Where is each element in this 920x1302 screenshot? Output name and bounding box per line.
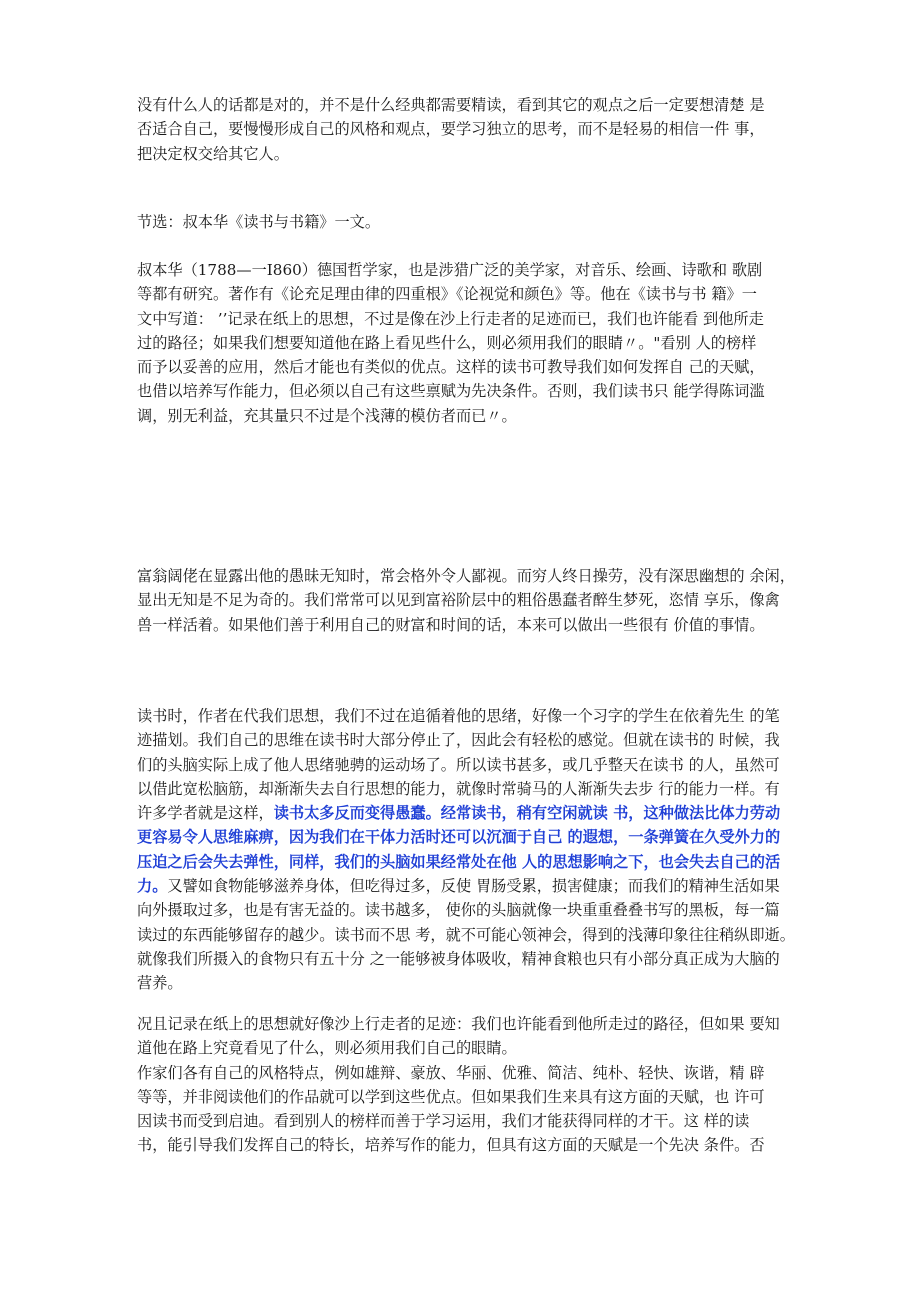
- text-line: 显出无知是不足为奇的。我们常常可以见到富裕阶层中的粗俗愚蠢者醉生梦死，恣情 享乐，像禽: [137, 591, 780, 610]
- text-line: 道他在路上究竟看见了什么，则必须用我们自己的眼睛。: [137, 1039, 517, 1058]
- text-line: 把决定权交给其它人。: [137, 144, 289, 163]
- text-line: 也借以培养写作能力，但必须以自己有这些禀赋为先决条件。否则，我们读书只 能学得陈词滥: [137, 382, 765, 401]
- plain-text: 又譬如食物能够滋养身体，但吃得过多，反使 胃肠受累，损害健康；而我们的精神生活如果: [167, 877, 780, 896]
- text-line: 而予以妥善的应用，然后才能也有类似的优点。这样的读书可教导我们如何发挥自 己的天赋，: [137, 358, 765, 377]
- text-line: 读过的东西能够留存的越少。读书而不思 考，就不可能心领神会，得到的浅薄印象往往稍纵即逝。: [137, 925, 795, 944]
- text-line: 作家们各有自己的风格特点，例如雄辩、豪放、华丽、优雅、简洁、纯朴、轻快、诙谐，精 辟: [137, 1063, 765, 1082]
- paragraph-reading: [137, 704, 797, 996]
- text-line: 向外摄取过多，也是有害无益的。读书越多， 使你的头脑就像一块重重叠叠书写的黑板，每一篇: [137, 901, 780, 920]
- highlighted-text: 力。: [137, 877, 168, 896]
- text-line: 迹描划。我们自己的思维在读书时大部分停止了，因此会有轻松的感觉。但就在读书的 时候，我: [137, 731, 780, 750]
- text-line: 叔本华（1788—一I860）德国哲学家，也是涉猎广泛的美学家，对音乐、绘画、诗歌和 歌剧: [137, 261, 763, 279]
- plain-text: 许多学者就是这样，: [137, 804, 274, 823]
- text-line: [137, 874, 797, 898]
- text-line: 况且记录在纸上的思想就好像沙上行走者的足迹：我们也许能看到他所走过的路径，但如果 要知: [137, 1015, 780, 1033]
- text-line: 因读书而受到启迪。看到别人的榜样而善于学习运用，我们才能获得同样的才干。这 样的读: [137, 1112, 750, 1131]
- text-line: [137, 801, 797, 825]
- text-line: 否适合自己，要慢慢形成自己的风格和观点，要学习独立的思考，而不是轻易的相信一件 事，: [137, 120, 765, 139]
- source-note: [137, 210, 797, 234]
- highlighted-text: 读书太多反而变得愚蠢。经常读书，稍有空闲就读 书，这种做法比体力劳动: [273, 804, 781, 823]
- text-line: 读书时，作者在代我们思想，我们不过在追循着他的思绪，好像一个习字的学生在依着先生 的笔: [137, 707, 780, 725]
- text-line: 文中写道： ’’记录在纸上的思想，不过是像在沙上行走者的足迹而已，我们也许能看 到他所走: [137, 309, 764, 328]
- text-line: 调，别无利益，充其量只不过是个浅薄的模仿者而已〃。: [137, 406, 517, 425]
- paragraph-biography: [137, 258, 797, 428]
- text-line: 富翁阔佬在显露出他的愚昧无知时，常会格外令人鄙视。而穷人终日操劳，没有深思幽想的 余闲，: [137, 567, 795, 585]
- highlighted-line: 更容易令人思维麻痹，因为我们在干体力活时还可以沉湎于自己 的遐想，一条弹簧在久受外力的: [137, 828, 781, 847]
- text-line: 没有什么人的话都是对的，并不是什么经典都需要精读，看到其它的观点之后一定要想清楚 是: [137, 96, 765, 114]
- text-line: 以借此宽松脑筋，却渐渐失去自行思想的能力，就像时常骑马的人渐渐失去步 行的能力一样。有: [137, 779, 780, 798]
- text-line: 等等，并非阅读他们的作品就可以学到这些优点。但如果我们生来具有这方面的天赋，也 许可: [137, 1087, 765, 1106]
- source-line: 节选：叔本华《读书与书籍》一文。: [137, 213, 380, 231]
- text-line: 等都有研究。著作有《论充足理由律的四重根》《论视觉和颜色》等。他在《读书与书 籍》一: [137, 285, 757, 304]
- text-line: 就像我们所摄入的食物只有五十分 之一能够被身体吸收，精神食粮也只有小部分真正成为大脑的: [137, 949, 780, 968]
- text-line: 书，能引导我们发挥自己的特长，培养写作的能力，但具有这方面的天赋是一个先决 条件。否: [137, 1136, 765, 1155]
- text-line: 们的头脑实际上成了他人思绪驰骋的运动场了。所以读书甚多，或几乎整天在读书 的人，虽然可: [137, 755, 780, 774]
- text-line: 营养。: [137, 974, 183, 993]
- text-line: 兽一样活着。如果他们善于利用自己的财富和时间的话，本来可以做出一些很有 价值的事情。: [137, 615, 765, 634]
- paragraph-rich-and-poor: [137, 564, 797, 637]
- paragraph-footprints-and-style: [137, 1012, 797, 1158]
- text-line: 过的路径；如果我们想要知道他在路上看见些什么，则必须用我们的眼睛〃。"看别 人的榜样: [137, 333, 757, 352]
- paragraph-opinion: [137, 93, 797, 166]
- highlighted-line: 压迫之后会失去弹性，同样，我们的头脑如果经常处在他 人的思想影响之下，也会失去自己的活: [137, 852, 781, 871]
